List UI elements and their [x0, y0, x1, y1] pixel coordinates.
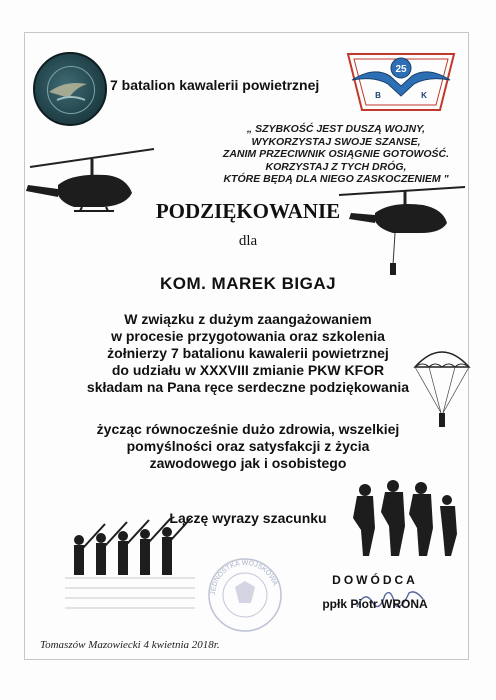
- place-and-date: Tomaszów Mazowiecki 4 kwietnia 2018r.: [40, 639, 220, 651]
- official-stamp-icon: [205, 555, 315, 635]
- paragraph-line: życząc równocześnie dużo zdrowia, wszelkiej: [96, 421, 400, 437]
- quote-line: „ SZYBKOŚĆ JEST DUSZĄ WOJNY,: [246, 123, 426, 135]
- badge-number: 25: [395, 64, 407, 75]
- commander-role: DOWÓDCA: [332, 573, 418, 587]
- commander-name: ppłk Piotr WRONA: [322, 597, 428, 611]
- quote-line: KORZYSTAJ Z TYCH DRÓG,: [265, 160, 407, 173]
- paragraph-line: zawodowego jak i osobistego: [149, 455, 347, 471]
- badge-letter-right: K: [421, 91, 427, 100]
- unit-emblem-icon: [33, 52, 107, 126]
- quote-line: WYKORZYSTAJ SWOJE SZANSE,: [251, 135, 421, 148]
- badge-letter-left: B: [375, 91, 381, 100]
- parachute-icon: [413, 343, 471, 433]
- motto-quote: [206, 123, 466, 186]
- paragraph-line: żołnierzy 7 batalionu kawalerii powietrznej: [107, 345, 389, 361]
- paragraph-line: w procesie przygotowania oraz szkolenia: [111, 328, 385, 344]
- for-word: dla: [238, 233, 258, 249]
- quote-line: ZANIM PRZECIWNIK OSIĄGNIE GOTOWOŚĆ.: [222, 148, 450, 160]
- paragraph-line: składam na Pana ręce serdeczne podziękowania: [86, 379, 410, 395]
- paragraph-line: W związku z dużym zaangażowaniem: [124, 311, 372, 327]
- recipient-name: KOM. MAREK BIGAJ: [159, 274, 337, 293]
- document-title: PODZIĘKOWANIE: [155, 199, 341, 223]
- quote-line: KTÓRE BĘDĄ DLA NIEGO ZASKOCZENIEM ": [223, 173, 449, 185]
- wishes-paragraph: [40, 421, 456, 472]
- thanks-paragraph: [40, 311, 456, 396]
- honor-guard-icon: [65, 518, 195, 618]
- paragraph-line: pomyślności oraz satysfakcji z życia: [126, 438, 370, 454]
- stamp-text: JEDNOSTKA WOJSKOWA: [209, 559, 279, 596]
- paragraph-line: do udziału w XXXVIII zmianie PKW KFOR: [111, 362, 385, 378]
- unit-name: 7 batalion kawalerii powietrznej: [110, 77, 320, 93]
- battalion-badge-icon: [344, 46, 458, 114]
- closing-greeting: Łączę wyrazy szacunku: [169, 510, 327, 526]
